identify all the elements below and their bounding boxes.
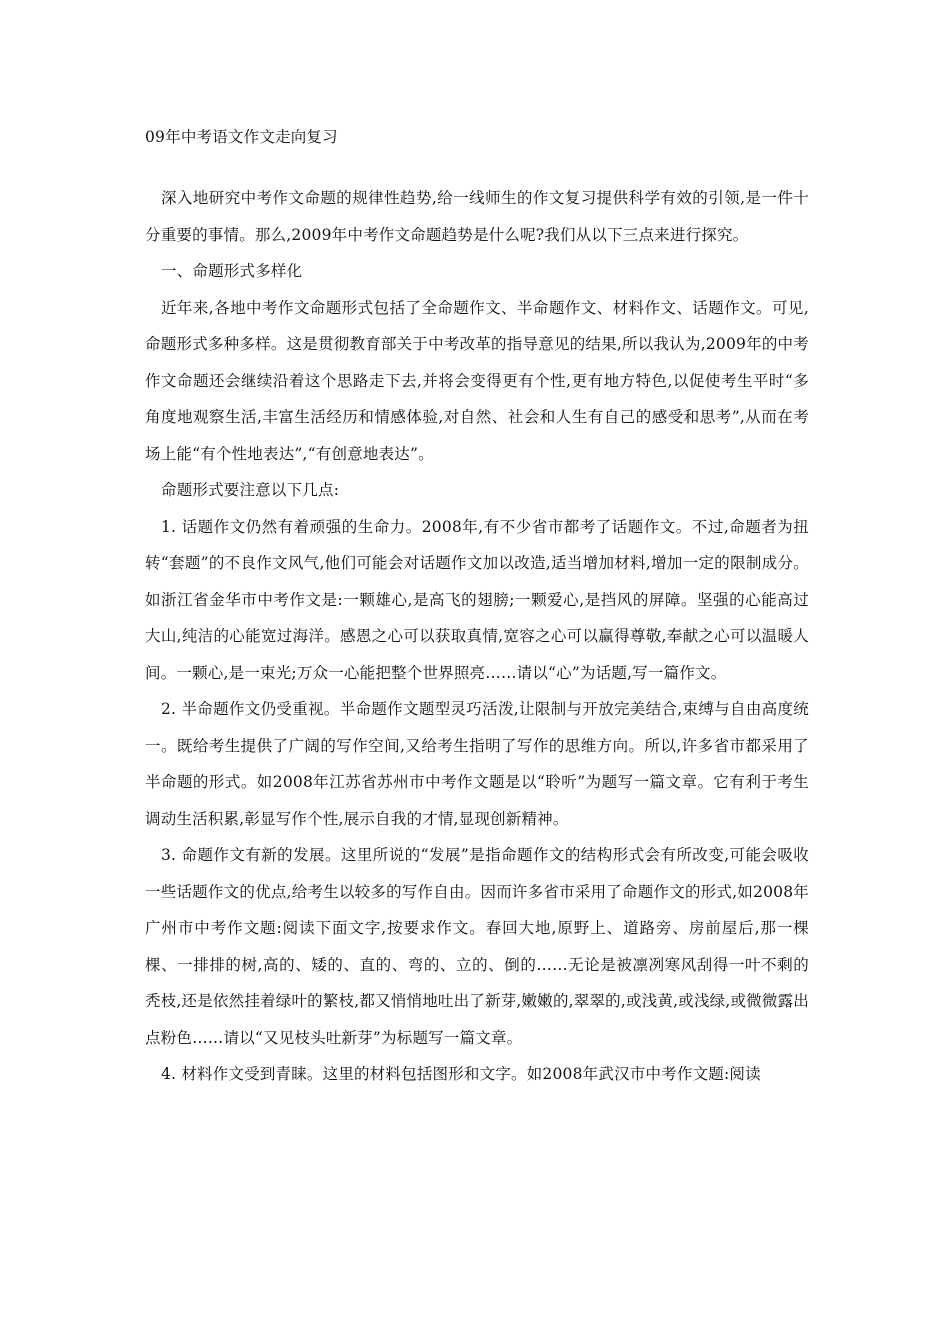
paragraph-point-2: 2. 半命题作文仍受重视。半命题作文题型灵巧活泼,让限制与开放完美结合,束缚与自由高度统一。既给考生提供了广阔的写作空间,又给考生指明了写作的思维方向。所以,许多省市都采用了半命题的形式。如2008年江苏省苏州市中考作文题是以“聆听”为题写一篇文章。它有利于考生调动生活积累,彰显写作个性,展示自我的才情,显现创新精神。 bbox=[145, 700, 809, 828]
paragraph-point-1: 1. 话题作文仍然有着顽强的生命力。2008年,有不少省市都考了话题作文。不过,命题者为扭转“套题”的不良作文风气,他们可能会对话题作文加以改造,适当增加材料,增加一定的限制成分。如浙江省金华市中考作文是:一颗雄心,是高飞的翅膀;一颗爱心,是挡风的屏障。坚强的心能高过大山,纯洁的心能宽过海洋。感恩之心可以获取真情,宽容之心可以赢得尊敬,奉献之心可以温暖人间。一颗心,是一束光;万众一心能把整个世界照亮……请以“心”为话题,写一篇作文。 bbox=[145, 517, 809, 682]
document-title: 09年中考语文作文走向复习 bbox=[145, 128, 338, 146]
paragraph-intro: 深入地研究中考作文命题的规律性趋势,给一线师生的作文复习提供科学有效的引领,是一件十分重要的事情。那么,2009年中考作文命题趋势是什么呢?我们从以下三点来进行探究。 bbox=[145, 189, 809, 244]
section-heading-1: 一、命题形式多样化 bbox=[161, 262, 303, 280]
paragraph-point-3: 3. 命题作文有新的发展。这里所说的“发展”是指命题作文的结构形式会有所改变,可能会吸收一些话题作文的优点,给考生以较多的写作自由。因而许多省市采用了命题作文的形式,如2008年广州市中考作文题:阅读下面文字,按要求作文。春回大地,原野上、道路旁、房前屋后,那一棵棵、一排排的树,高的、矮的、直的、弯的、立的、倒的……无论是被凛冽寒风刮得一叶不剩的秃枝,还是依然挂着绿叶的繁枝,都又悄悄地吐出了新芽,嫩嫩的,翠翠的,或浅黄,或浅绿,或微微露出点粉色……请以“又见枝头吐新芽”为标题写一篇文章。 bbox=[145, 846, 809, 1047]
paragraph-forms-overview: 近年来,各地中考作文命题形式包括了全命题作文、半命题作文、材料作文、话题作文。可见,命题形式多种多样。这是贯彻教育部关于中考改革的指导意见的结果,所以我认为,2009年的中考作文命题还会继续沿着这个思路走下去,并将会变得更有个性,更有地方特色,以促使考生平时“多角度地观察生活,丰富生活经历和情感体验,对自然、社会和人生有自己的感受和思考”,从而在考场上能“有个性地表达”,“有创意地表达”。 bbox=[145, 298, 809, 463]
document-body bbox=[145, 124, 809, 1093]
paragraph-points-intro: 命题形式要注意以下几点: bbox=[161, 481, 340, 499]
paragraph-point-4: 4. 材料作文受到青睐。这里的材料包括图形和文字。如2008年武汉市中考作文题:阅读 bbox=[161, 1065, 761, 1083]
